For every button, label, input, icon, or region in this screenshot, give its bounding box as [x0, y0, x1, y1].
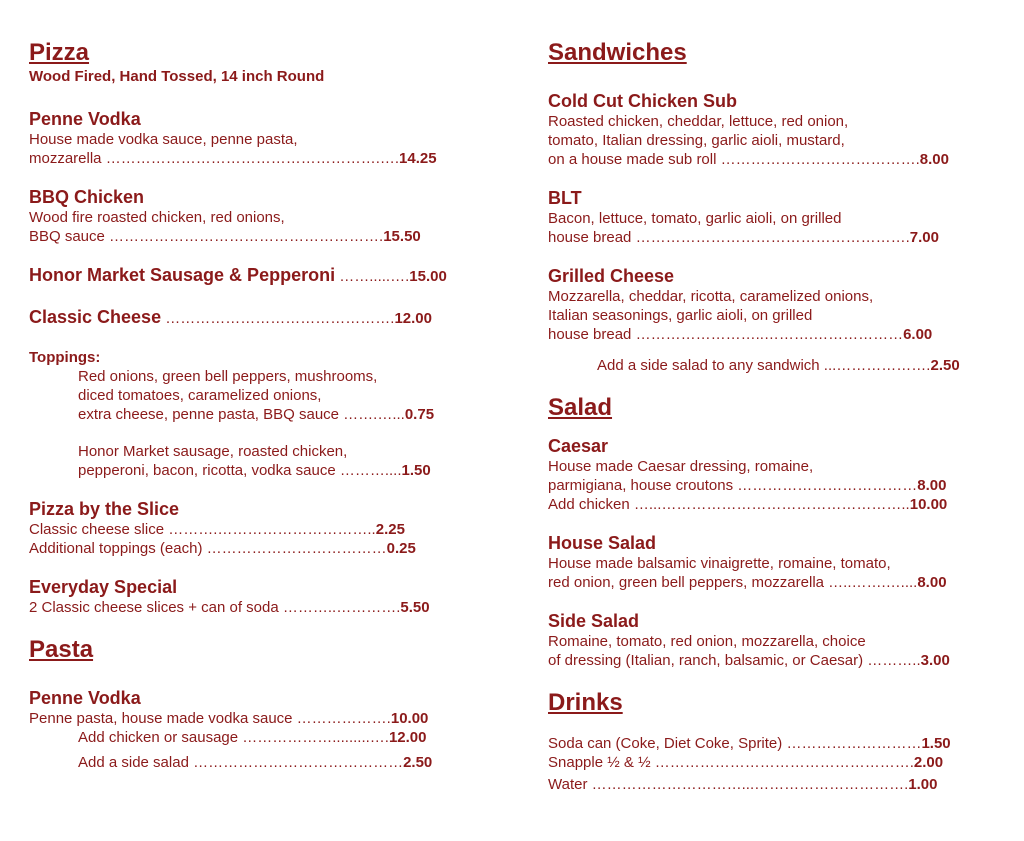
item-addon: Add chicken …...………………………………………….. [548, 496, 910, 513]
item-price: 2.25 [375, 521, 405, 538]
menu-item-pasta-penne-vodka [29, 687, 489, 772]
item-description: tomato, Italian dressing, garlic aioli, mustard, [548, 132, 845, 149]
drinks-section-title: Drinks [548, 689, 623, 716]
item-name: Honor Market Sausage & Pepperoni [29, 265, 336, 285]
item-description: House made vodka sauce, penne pasta, [29, 131, 298, 148]
item-price: 12.00 [394, 310, 432, 327]
toppings-label: Toppings: [29, 349, 101, 366]
item-price: 0.25 [386, 540, 416, 557]
item-name: Cold Cut Chicken Sub [548, 91, 737, 111]
item-name: BLT [548, 188, 582, 208]
item-description: Roasted chicken, cheddar, lettuce, red onion, [548, 113, 849, 130]
item-leader: ………………………………………. [161, 310, 395, 327]
toppings-description: extra cheese, penne pasta, BBQ sauce …….…... [78, 406, 405, 423]
menu-item-bbq-chicken [29, 186, 489, 246]
item-description: House made Caesar dressing, romaine, [548, 458, 814, 475]
item-description: of dressing (Italian, ranch, balsamic, or Caesar) ……….. [548, 652, 921, 669]
toppings-price: 1.50 [401, 462, 431, 479]
menu-item-classic-cheese [29, 306, 489, 330]
item-name: Penne Vodka [29, 109, 141, 129]
menu-item-pizza-penne-vodka [29, 108, 489, 168]
item-description: House made balsamic vinaigrette, romaine, tomato, [548, 555, 891, 572]
item-name: Side Salad [548, 611, 640, 631]
item-description: Water …………………………...…………………………. [548, 776, 909, 793]
menu-item-blt [548, 187, 1008, 247]
item-description: house bread ……………………..……….……………… [548, 326, 904, 343]
item-name: House Salad [548, 533, 657, 553]
item-price: 2.50 [403, 754, 433, 771]
toppings-block [29, 348, 489, 480]
item-description: Snapple ½ & ½ ……………………………………………. [548, 754, 914, 771]
drink-water [548, 775, 1008, 794]
item-price: 15.00 [409, 268, 447, 285]
item-description: on a house made sub roll …………………………………. [548, 151, 920, 168]
item-description: Romaine, tomato, red onion, mozzarella, choice [548, 633, 866, 650]
item-price: 7.00 [909, 229, 939, 246]
item-name: Grilled Cheese [548, 266, 675, 286]
item-price: 5.50 [400, 599, 430, 616]
pasta-section-title: Pasta [29, 636, 94, 663]
item-description: Wood fire roasted chicken, red onions, [29, 209, 285, 226]
item-price: 2.50 [930, 357, 960, 374]
item-price: 6.00 [903, 326, 933, 343]
item-price: 10.00 [909, 496, 948, 513]
right-column [548, 38, 1008, 794]
menu-item-caesar [548, 435, 1008, 514]
drink-soda [548, 734, 1008, 753]
item-price: 14.25 [399, 150, 437, 167]
item-description: 2 Classic cheese slices + can of soda ………..…………. [29, 599, 401, 616]
drinks-list [548, 734, 1008, 794]
menu-item-grilled-cheese [548, 265, 1008, 344]
item-price: 10.00 [390, 710, 429, 727]
item-price: 1.00 [908, 776, 938, 793]
menu-item-everyday-special [29, 576, 489, 617]
toppings-description: Red onions, green bell peppers, mushrooms, [78, 368, 378, 385]
item-name: Classic Cheese [29, 307, 162, 327]
item-name: Penne Vodka [29, 688, 141, 708]
toppings-description: pepperoni, bacon, ricotta, vodka sauce ……….... [78, 462, 402, 479]
item-leader: …….....…. [335, 268, 410, 285]
toppings-description: diced tomatoes, caramelized onions, [78, 387, 322, 404]
item-description: house bread ………………………………………………. [548, 229, 910, 246]
drink-snapple [548, 753, 1008, 772]
menu-item-sausage-pepperoni [29, 264, 489, 288]
sandwich-side-salad-addon [548, 356, 1008, 375]
item-description: Classic cheese slice ……….………………………….. [29, 521, 376, 538]
item-description: parmigiana, house croutons ……………………………… [548, 477, 918, 494]
item-price: 8.00 [917, 477, 947, 494]
item-description: red onion, green bell peppers, mozzarella …..…….….... [548, 574, 918, 591]
toppings-price: 0.75 [404, 406, 435, 423]
item-description: Additional toppings (each) ……………………………… [29, 540, 387, 557]
item-description: Soda can (Coke, Diet Coke, Sprite) ……………………… [548, 735, 922, 752]
sandwiches-section-title: Sandwiches [548, 39, 687, 66]
item-description: BBQ sauce ………………………………………………. [29, 228, 384, 245]
item-name: Everyday Special [29, 577, 178, 597]
item-price: 8.00 [917, 574, 947, 591]
left-column [29, 38, 489, 772]
item-description: Mozzarella, cheddar, ricotta, caramelized onions, [548, 288, 874, 305]
item-price: 8.00 [919, 151, 949, 168]
item-price: 2.00 [913, 754, 944, 771]
item-price: 3.00 [920, 652, 950, 669]
menu-item-side-salad [548, 610, 1008, 670]
item-price: 15.50 [383, 228, 421, 245]
pizza-section-title: Pizza [29, 39, 90, 66]
item-description: Italian seasonings, garlic aioli, on grilled [548, 307, 813, 324]
menu-item-pizza-by-the-slice [29, 498, 489, 558]
pizza-subtitle: Wood Fired, Hand Tossed, 14 inch Round [29, 68, 325, 85]
item-name: Caesar [548, 436, 609, 456]
item-price: 1.50 [921, 735, 951, 752]
item-description: mozzarella ……………………………………………….…. [29, 150, 400, 167]
item-price: 12.00 [388, 729, 427, 746]
item-name: Pizza by the Slice [29, 499, 180, 519]
item-addon: Add a side salad to any sandwich ...………………. [597, 357, 931, 374]
item-addon: Add a side salad …………………………………… [78, 754, 404, 771]
salad-section-title: Salad [548, 394, 613, 421]
item-description: Penne pasta, house made vodka sauce ………………. [29, 710, 391, 727]
item-name: BBQ Chicken [29, 187, 145, 207]
item-description: Bacon, lettuce, tomato, garlic aioli, on grilled [548, 210, 842, 227]
item-addon: Add chicken or sausage ……………….........…. [78, 729, 389, 746]
menu-item-house-salad [548, 532, 1008, 592]
toppings-description: Honor Market sausage, roasted chicken, [78, 443, 348, 460]
menu-item-cold-cut-chicken-sub [548, 90, 1008, 169]
